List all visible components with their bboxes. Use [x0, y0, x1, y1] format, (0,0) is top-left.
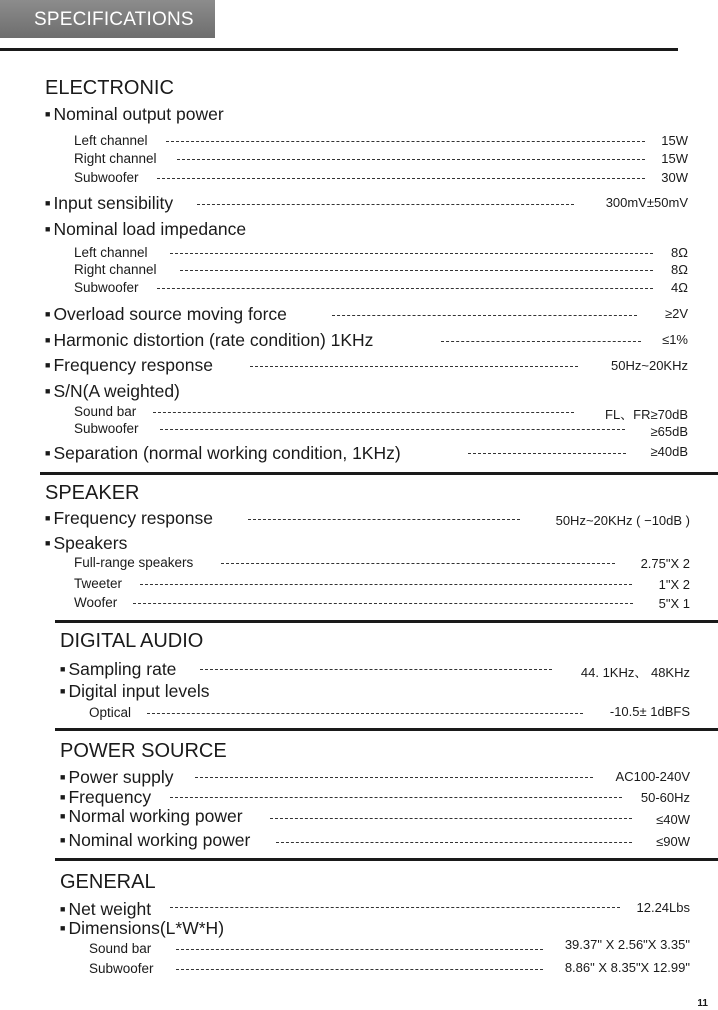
leader-line	[197, 204, 574, 205]
leader-line	[221, 563, 615, 564]
section-title-general: GENERAL	[60, 871, 156, 893]
woofer-label: Woofer	[74, 595, 118, 610]
left-channel-label: Left channel	[74, 133, 148, 148]
section-divider	[55, 620, 718, 623]
harmonic-distortion-value: ≤1%	[662, 332, 688, 347]
speakers-label: ■ Speakers	[45, 533, 127, 554]
leader-line	[176, 969, 543, 970]
dim-sound-bar-label: Sound bar	[89, 941, 152, 956]
digital-input-label: ■ Digital input levels	[60, 681, 209, 702]
section-divider	[55, 858, 718, 861]
separation-label: ■ Separation (normal working condition, 1KHz)	[45, 443, 401, 464]
subwoofer-value: 30W	[661, 170, 688, 185]
woofer-value: 5"X 1	[658, 596, 690, 611]
power-frequency-value: 50-60Hz	[640, 790, 690, 805]
input-sensibility-label: ■ Input sensibility	[45, 193, 173, 214]
leader-line	[176, 949, 543, 950]
net-weight-label: ■ Net weight	[60, 899, 151, 920]
overload-label: ■ Overload source moving force	[45, 304, 287, 325]
leader-line	[157, 178, 645, 179]
power-supply-value: AC100-240V	[615, 769, 690, 784]
leader-line	[153, 412, 574, 413]
section-title-speaker: SPEAKER	[45, 482, 140, 504]
section-title-electronic: ELECTRONIC	[45, 77, 174, 99]
right-channel-value: 15W	[661, 151, 688, 166]
optical-label: Optical	[89, 705, 132, 720]
tweeter-value: 1"X 2	[658, 577, 690, 592]
leader-line	[195, 777, 593, 778]
normal-working-power-label: ■ Normal working power	[60, 806, 243, 827]
overload-value: ≥2V	[664, 306, 688, 321]
section-title-power-source: POWER SOURCE	[60, 740, 227, 762]
nominal-load-impedance-label: ■ Nominal load impedance	[45, 219, 246, 240]
power-supply-label: ■ Power supply	[60, 767, 174, 788]
speaker-frequency-value: 50Hz~20KHz ( −10dB )	[555, 513, 690, 528]
impedance-left-value: 8Ω	[671, 245, 688, 260]
leader-line	[332, 315, 637, 316]
page-number: 11	[697, 998, 708, 1009]
impedance-right-label: Right channel	[74, 262, 157, 277]
frequency-response-label: ■ Frequency response	[45, 355, 213, 376]
leader-line	[276, 842, 632, 843]
leader-line	[170, 797, 622, 798]
leader-line	[147, 713, 583, 714]
header-rule	[0, 48, 678, 51]
net-weight-value: 12.24Lbs	[636, 900, 690, 915]
sound-bar-value: FL、FR≥70dB	[605, 407, 688, 422]
nominal-output-power-label: ■ Nominal output power	[45, 104, 224, 125]
input-sensibility-value: 300mV±50mV	[605, 195, 688, 210]
impedance-subwoofer-label: Subwoofer	[74, 280, 139, 295]
section-title-digital-audio: DIGITAL AUDIO	[60, 630, 204, 652]
leader-line	[200, 669, 552, 670]
normal-working-power-value: ≤40W	[656, 812, 690, 827]
power-frequency-label: ■ Frequency	[60, 787, 151, 808]
impedance-left-label: Left channel	[74, 245, 148, 260]
impedance-right-value: 8Ω	[671, 262, 688, 277]
section-divider	[40, 472, 718, 475]
leader-line	[468, 453, 626, 454]
leader-line	[157, 288, 653, 289]
leader-line	[170, 907, 620, 908]
leader-line	[441, 341, 641, 342]
left-channel-value: 15W	[661, 133, 688, 148]
sound-bar-label: Sound bar	[74, 404, 137, 419]
dim-subwoofer-value: 8.86" X 8.35"X 12.99"	[564, 960, 690, 975]
tweeter-label: Tweeter	[74, 576, 123, 591]
speaker-frequency-label: ■ Frequency response	[45, 508, 213, 529]
dim-sound-bar-value: 39.37" X 2.56"X 3.35"	[564, 937, 690, 952]
specifications-banner: SPECIFICATIONS	[0, 0, 215, 38]
sn-subwoofer-value: ≥65dB	[650, 424, 688, 439]
section-divider	[55, 728, 718, 731]
subwoofer-label: Subwoofer	[74, 170, 139, 185]
leader-line	[270, 818, 632, 819]
sampling-rate-label: ■ Sampling rate	[60, 659, 176, 680]
leader-line	[170, 253, 653, 254]
right-channel-label: Right channel	[74, 151, 157, 166]
separation-value: ≥40dB	[650, 444, 688, 459]
leader-line	[180, 270, 653, 271]
sn-subwoofer-label: Subwoofer	[74, 421, 139, 436]
full-range-value: 2.75"X 2	[640, 556, 690, 571]
nominal-working-power-label: ■ Nominal working power	[60, 830, 250, 851]
leader-line	[166, 141, 645, 142]
nominal-working-power-value: ≤90W	[656, 834, 690, 849]
harmonic-distortion-label: ■ Harmonic distortion (rate condition) 1KHz	[45, 330, 373, 351]
frequency-response-value: 50Hz~20KHz	[611, 358, 688, 373]
dimensions-label: ■ Dimensions(L*W*H)	[60, 918, 224, 939]
optical-value: -10.5± 1dBFS	[609, 704, 690, 719]
sampling-rate-value: 44. 1KHz、 48KHz	[580, 665, 690, 680]
sn-label: ■ S/N(A weighted)	[45, 381, 180, 402]
leader-line	[177, 159, 645, 160]
dim-subwoofer-label: Subwoofer	[89, 961, 154, 976]
leader-line	[248, 519, 520, 520]
full-range-label: Full-range speakers	[74, 555, 194, 570]
impedance-subwoofer-value: 4Ω	[671, 280, 688, 295]
leader-line	[160, 429, 625, 430]
leader-line	[140, 584, 632, 585]
leader-line	[133, 603, 633, 604]
leader-line	[250, 366, 578, 367]
